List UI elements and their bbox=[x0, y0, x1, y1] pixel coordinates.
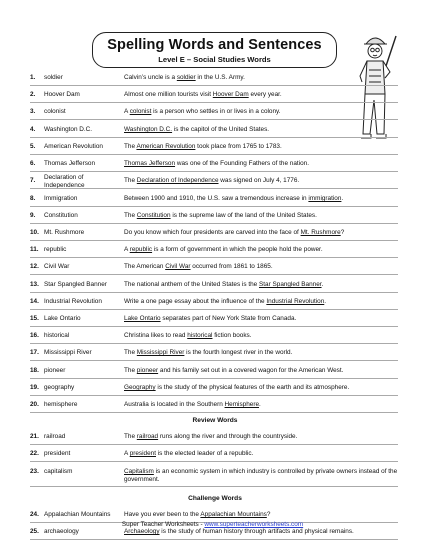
item-number: 11. bbox=[30, 246, 39, 253]
spelling-word: historical bbox=[44, 332, 70, 339]
footer-text: Super Teacher Worksheets - bbox=[121, 521, 205, 528]
page-title: Spelling Words and Sentences bbox=[107, 37, 322, 53]
item-number: 10. bbox=[30, 229, 39, 236]
underlined-word: Star Spangled Banner bbox=[259, 281, 322, 288]
underlined-word: American Revolution bbox=[136, 143, 196, 150]
footer-link[interactable]: www.superteacherworksheets.com bbox=[204, 521, 304, 528]
item-number: 22. bbox=[30, 450, 39, 457]
row-divider bbox=[30, 240, 398, 241]
sentence-text: The bbox=[124, 212, 137, 219]
row-divider bbox=[30, 137, 398, 138]
spelling-word: Mt. Rushmore bbox=[44, 229, 85, 236]
sentence-text: is a form of government in which the people hold the power. bbox=[152, 246, 323, 253]
item-number: 7. bbox=[30, 177, 36, 184]
sentence-text: was signed on July 4, 1776. bbox=[218, 177, 300, 184]
sentence-text: The bbox=[124, 143, 137, 150]
item-number: 17. bbox=[30, 349, 39, 356]
example-sentence bbox=[124, 281, 398, 289]
example-sentence bbox=[124, 108, 398, 116]
sentence-text: occurred from 1861 to 1865. bbox=[190, 263, 273, 270]
example-sentence bbox=[124, 263, 398, 271]
spelling-word: archaeology bbox=[44, 528, 79, 535]
item-number: 5. bbox=[30, 143, 36, 150]
item-number: 3. bbox=[30, 108, 36, 115]
spelling-word: Civil War bbox=[44, 263, 70, 270]
row-divider bbox=[30, 171, 398, 172]
footer bbox=[0, 521, 425, 528]
underlined-word: immigration bbox=[308, 195, 342, 202]
item-number: 6. bbox=[30, 160, 36, 167]
section-heading: Review Words bbox=[192, 417, 238, 424]
sentence-text: is an economic system in which industry is controlled by private owners instead of the government. bbox=[124, 468, 398, 483]
sentence-text: Write a one page essay about the influence of the bbox=[124, 298, 267, 305]
row-divider bbox=[30, 343, 398, 344]
example-sentence bbox=[124, 511, 398, 519]
item-number: 15. bbox=[30, 315, 39, 322]
spelling-word: Declaration of Independence bbox=[44, 174, 85, 189]
section-heading: Challenge Words bbox=[188, 495, 242, 502]
sentence-text: Australia is located in the Southern bbox=[124, 401, 225, 408]
row-divider bbox=[30, 486, 398, 487]
sentence-text: A bbox=[124, 450, 130, 457]
underlined-word: Industrial Revolution bbox=[266, 298, 325, 305]
spelling-word: capitalism bbox=[44, 468, 73, 475]
spelling-word: Constitution bbox=[44, 212, 78, 219]
example-sentence bbox=[124, 433, 398, 441]
underlined-word: Lake Ontario bbox=[124, 315, 161, 322]
spelling-word: soldier bbox=[44, 74, 63, 81]
row-divider bbox=[30, 539, 398, 540]
example-sentence bbox=[124, 143, 398, 151]
underlined-word: Civil War bbox=[165, 263, 191, 270]
row-divider bbox=[30, 206, 398, 207]
example-sentence bbox=[124, 246, 398, 254]
sentence-text: . bbox=[324, 298, 327, 305]
spelling-word: Hoover Dam bbox=[44, 91, 80, 98]
spelling-word: Appalachian Mountains bbox=[44, 511, 111, 518]
example-sentence bbox=[124, 384, 398, 392]
underlined-word: Declaration of Independence bbox=[136, 177, 219, 184]
sentence-text: . bbox=[341, 195, 344, 202]
sentence-text: Between 1900 and 1910, the U.S. saw a tremendous increase in bbox=[124, 195, 309, 202]
sentence-text: . bbox=[321, 281, 324, 288]
spelling-word: Washington D.C. bbox=[44, 126, 93, 133]
row-divider bbox=[30, 102, 398, 103]
underlined-word: Appalachian Mountains bbox=[200, 511, 267, 518]
sentence-text: separates part of New York State from Canada. bbox=[160, 315, 297, 322]
sentence-text: Almost one million tourists visit bbox=[124, 91, 213, 98]
item-number: 19. bbox=[30, 384, 39, 391]
row-divider bbox=[30, 188, 398, 189]
underlined-word: Mississippi River bbox=[136, 349, 185, 356]
underlined-word: Geography bbox=[124, 384, 156, 391]
example-sentence bbox=[124, 298, 398, 306]
row-divider bbox=[30, 257, 398, 258]
item-number: 14. bbox=[30, 298, 39, 305]
item-number: 13. bbox=[30, 281, 39, 288]
row-divider bbox=[30, 274, 398, 275]
row-divider bbox=[30, 412, 398, 413]
sentence-text: The bbox=[124, 349, 137, 356]
item-number: 8. bbox=[30, 195, 36, 202]
item-number: 1. bbox=[30, 74, 36, 81]
spelling-word: hemisphere bbox=[44, 401, 78, 408]
sentence-text: was one of the Founding Fathers of the nation. bbox=[175, 160, 309, 167]
sentence-text: fiction books. bbox=[212, 332, 252, 339]
sentence-text: Have you ever been to the bbox=[124, 511, 201, 518]
item-number: 9. bbox=[30, 212, 36, 219]
spelling-word: colonist bbox=[44, 108, 66, 115]
example-sentence bbox=[124, 401, 398, 409]
underlined-word: Thomas Jefferson bbox=[124, 160, 176, 167]
spelling-word: American Revolution bbox=[44, 143, 103, 150]
spelling-word: pioneer bbox=[44, 367, 66, 374]
example-sentence bbox=[124, 367, 398, 375]
sentence-text: A bbox=[124, 246, 130, 253]
row-divider bbox=[30, 461, 398, 462]
sentence-text: runs along the river and through the countryside. bbox=[158, 433, 298, 440]
example-sentence bbox=[124, 450, 398, 458]
page-subtitle: Level E – Social Studies Words bbox=[158, 55, 271, 64]
sentence-text: Christina likes to read bbox=[124, 332, 188, 339]
sentence-text: ? bbox=[340, 229, 345, 236]
row-divider bbox=[30, 378, 398, 379]
example-sentence bbox=[124, 160, 398, 168]
example-sentence bbox=[124, 195, 398, 203]
row-divider bbox=[30, 360, 398, 361]
sentence-text: A bbox=[124, 108, 130, 115]
underlined-word: Hoover Dam bbox=[212, 91, 249, 98]
example-sentence bbox=[124, 91, 398, 99]
row-divider bbox=[30, 154, 398, 155]
sentence-text: The American bbox=[124, 263, 166, 270]
example-sentence bbox=[124, 177, 398, 185]
spelling-word: Mississippi River bbox=[44, 349, 92, 356]
sentence-text: in the U.S. Army. bbox=[195, 74, 245, 81]
sentence-text: and his family set out in a covered wagon for the American West. bbox=[158, 367, 344, 374]
title-box bbox=[92, 32, 337, 68]
row-divider bbox=[30, 292, 398, 293]
example-sentence bbox=[124, 349, 398, 357]
example-sentence bbox=[124, 528, 398, 536]
spelling-word: president bbox=[44, 450, 71, 457]
sentence-text: ? bbox=[266, 511, 271, 518]
underlined-word: Capitalism bbox=[124, 468, 154, 475]
row-divider bbox=[30, 444, 398, 445]
item-number: 4. bbox=[30, 126, 36, 133]
item-number: 25. bbox=[30, 528, 39, 535]
underlined-word: colonist bbox=[129, 108, 152, 115]
underlined-word: president bbox=[129, 450, 156, 457]
item-number: 24. bbox=[30, 511, 39, 518]
spelling-word: Lake Ontario bbox=[44, 315, 81, 322]
underlined-word: Constitution bbox=[136, 212, 171, 219]
underlined-word: Mt. Rushmore bbox=[300, 229, 341, 236]
item-number: 23. bbox=[30, 468, 39, 475]
example-sentence bbox=[124, 74, 398, 82]
sentence-text: . bbox=[259, 401, 261, 408]
sentence-text: is the capitol of the United States. bbox=[172, 126, 270, 133]
item-number: 16. bbox=[30, 332, 39, 339]
row-divider bbox=[30, 395, 398, 396]
sentence-text: Calvin’s uncle is a bbox=[124, 74, 177, 81]
underlined-word: Archaeology bbox=[124, 528, 160, 535]
item-number: 2. bbox=[30, 91, 36, 98]
sentence-text: is the elected leader of a republic. bbox=[155, 450, 254, 457]
spelling-word: Immigration bbox=[44, 195, 78, 202]
row-divider bbox=[30, 326, 398, 327]
underlined-word: soldier bbox=[176, 74, 196, 81]
sentence-text: took place from 1765 to 1783. bbox=[195, 143, 282, 150]
sentence-text: every year. bbox=[248, 91, 282, 98]
sentence-text: Do you know which four presidents are carved into the face of bbox=[124, 229, 301, 236]
underlined-word: Washington D.C. bbox=[124, 126, 173, 133]
sentence-text: The national anthem of the United States is the bbox=[124, 281, 259, 288]
item-number: 18. bbox=[30, 367, 39, 374]
underlined-word: historical bbox=[187, 332, 213, 339]
example-sentence bbox=[124, 468, 398, 483]
item-number: 20. bbox=[30, 401, 39, 408]
sentence-text: The bbox=[124, 177, 137, 184]
sentence-text: is the study of human history through artifacts and physical remains. bbox=[159, 528, 354, 535]
example-sentence bbox=[124, 332, 398, 340]
spelling-word: railroad bbox=[44, 433, 66, 440]
sentence-text: The bbox=[124, 433, 137, 440]
row-divider bbox=[30, 85, 398, 86]
example-sentence bbox=[124, 229, 398, 237]
underlined-word: republic bbox=[129, 246, 153, 253]
underlined-word: Hemisphere bbox=[224, 401, 259, 408]
sentence-text: is a person who settles in or lives in a colony. bbox=[151, 108, 281, 115]
row-divider bbox=[30, 309, 398, 310]
row-divider bbox=[30, 223, 398, 224]
item-number: 21. bbox=[30, 433, 39, 440]
sentence-text: is the fourth longest river in the world. bbox=[184, 349, 293, 356]
example-sentence bbox=[124, 315, 398, 323]
spelling-word: Star Spangled Banner bbox=[44, 281, 107, 288]
row-divider bbox=[30, 119, 398, 120]
spelling-word: Thomas Jefferson bbox=[44, 160, 96, 167]
spelling-word: republic bbox=[44, 246, 67, 253]
example-sentence bbox=[124, 212, 398, 220]
underlined-word: railroad bbox=[136, 433, 159, 440]
item-number: 12. bbox=[30, 263, 39, 270]
sentence-text: The bbox=[124, 367, 137, 374]
underlined-word: pioneer bbox=[136, 367, 159, 374]
spelling-word: geography bbox=[44, 384, 75, 391]
example-sentence bbox=[124, 126, 398, 134]
sentence-text: is the supreme law of the land of the United States. bbox=[170, 212, 317, 219]
sentence-text: is the study of the physical features of the earth and its atmosphere. bbox=[155, 384, 350, 391]
spelling-word: Industrial Revolution bbox=[44, 298, 102, 305]
